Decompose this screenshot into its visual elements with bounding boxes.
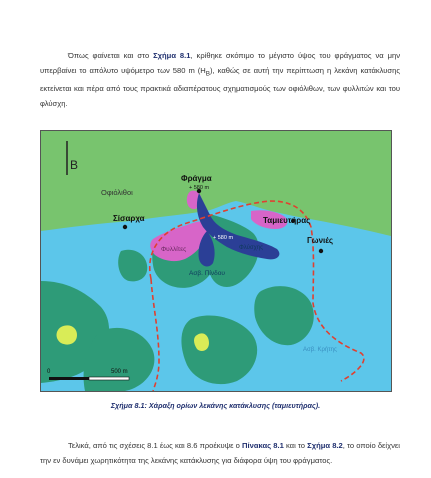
- label-elevation: + 580 m: [189, 185, 210, 191]
- text-run: Όπως φαίνεται και στο: [68, 50, 154, 60]
- scale-bar: [49, 377, 89, 380]
- label-fragma: Φράγμα: [181, 174, 212, 183]
- label-gonies: Γωνιές: [307, 236, 334, 245]
- label-asv-pindou: Ασβ. Πίνδου: [189, 270, 225, 277]
- label-fyllites: Φυλλίτες: [161, 246, 187, 253]
- yellow-area: [57, 325, 78, 344]
- text-run: , το οποίο δείχνει την εν δυνάμει χωρητικότητα της λεκάνης κατάκλυσης για διάφορα ύψη του φράγματος.: [40, 440, 400, 465]
- caption-label: Σχήμα 8.1: [110, 401, 145, 410]
- scale-bar: [89, 377, 129, 380]
- caption-text: : Χάραξη ορίων λεκάνης κατάκλυσης (ταμιευτήρας).: [144, 401, 321, 410]
- label-elevation-inner: + 580 m: [213, 235, 234, 241]
- subscript: Β: [205, 70, 211, 78]
- label-sisarcha: Σίσαρχα: [113, 214, 145, 223]
- table-reference: Πίνακας 8.1: [242, 440, 284, 450]
- label-tamieftiras: Ταμιευτήρας: [263, 216, 311, 225]
- text-run: Τελικά, από τις σχέσεις 8.1 έως και 8.6 προέκυψε ο: [68, 440, 243, 450]
- text-run: , κρίθηκε σκόπιμο το μέγιστο ύψος του φράγματος να μην υπερβαίνει το απόλυτο υψόμετρο των 580 m (H: [40, 50, 400, 75]
- figure-caption: [0, 401, 431, 410]
- label-asv-kritis: Ασβ. Κρήτης: [303, 347, 337, 353]
- figure-reference: Σχήμα 8.2: [307, 440, 343, 450]
- scale-zero: 0: [47, 369, 51, 375]
- conclusion-paragraph: [40, 438, 400, 468]
- text-run: και το: [283, 440, 308, 450]
- text-run: ), καθώς σε αυτή την περίπτωση η λεκάνη κατάκλυσης εκτείνεται και πέρα από τους πρακτικά αδιαπέρατους σχηματισμούς των οφιόλιθων, των φυλλιτών και του φλύσχη.: [40, 65, 401, 109]
- sisarcha-marker: [123, 225, 127, 229]
- intro-paragraph: [40, 48, 400, 112]
- geological-map: [40, 130, 392, 392]
- label-flysch: Φλύσχης: [239, 245, 264, 251]
- label-ofiolithoi: Οφιόλιθοι: [101, 188, 133, 197]
- scale-length: 500 m: [111, 369, 128, 375]
- north-label: Β: [70, 158, 79, 172]
- gonies-marker: [319, 249, 323, 253]
- map-drawing: [41, 131, 391, 391]
- figure-reference: Σχήμα 8.1: [153, 50, 191, 60]
